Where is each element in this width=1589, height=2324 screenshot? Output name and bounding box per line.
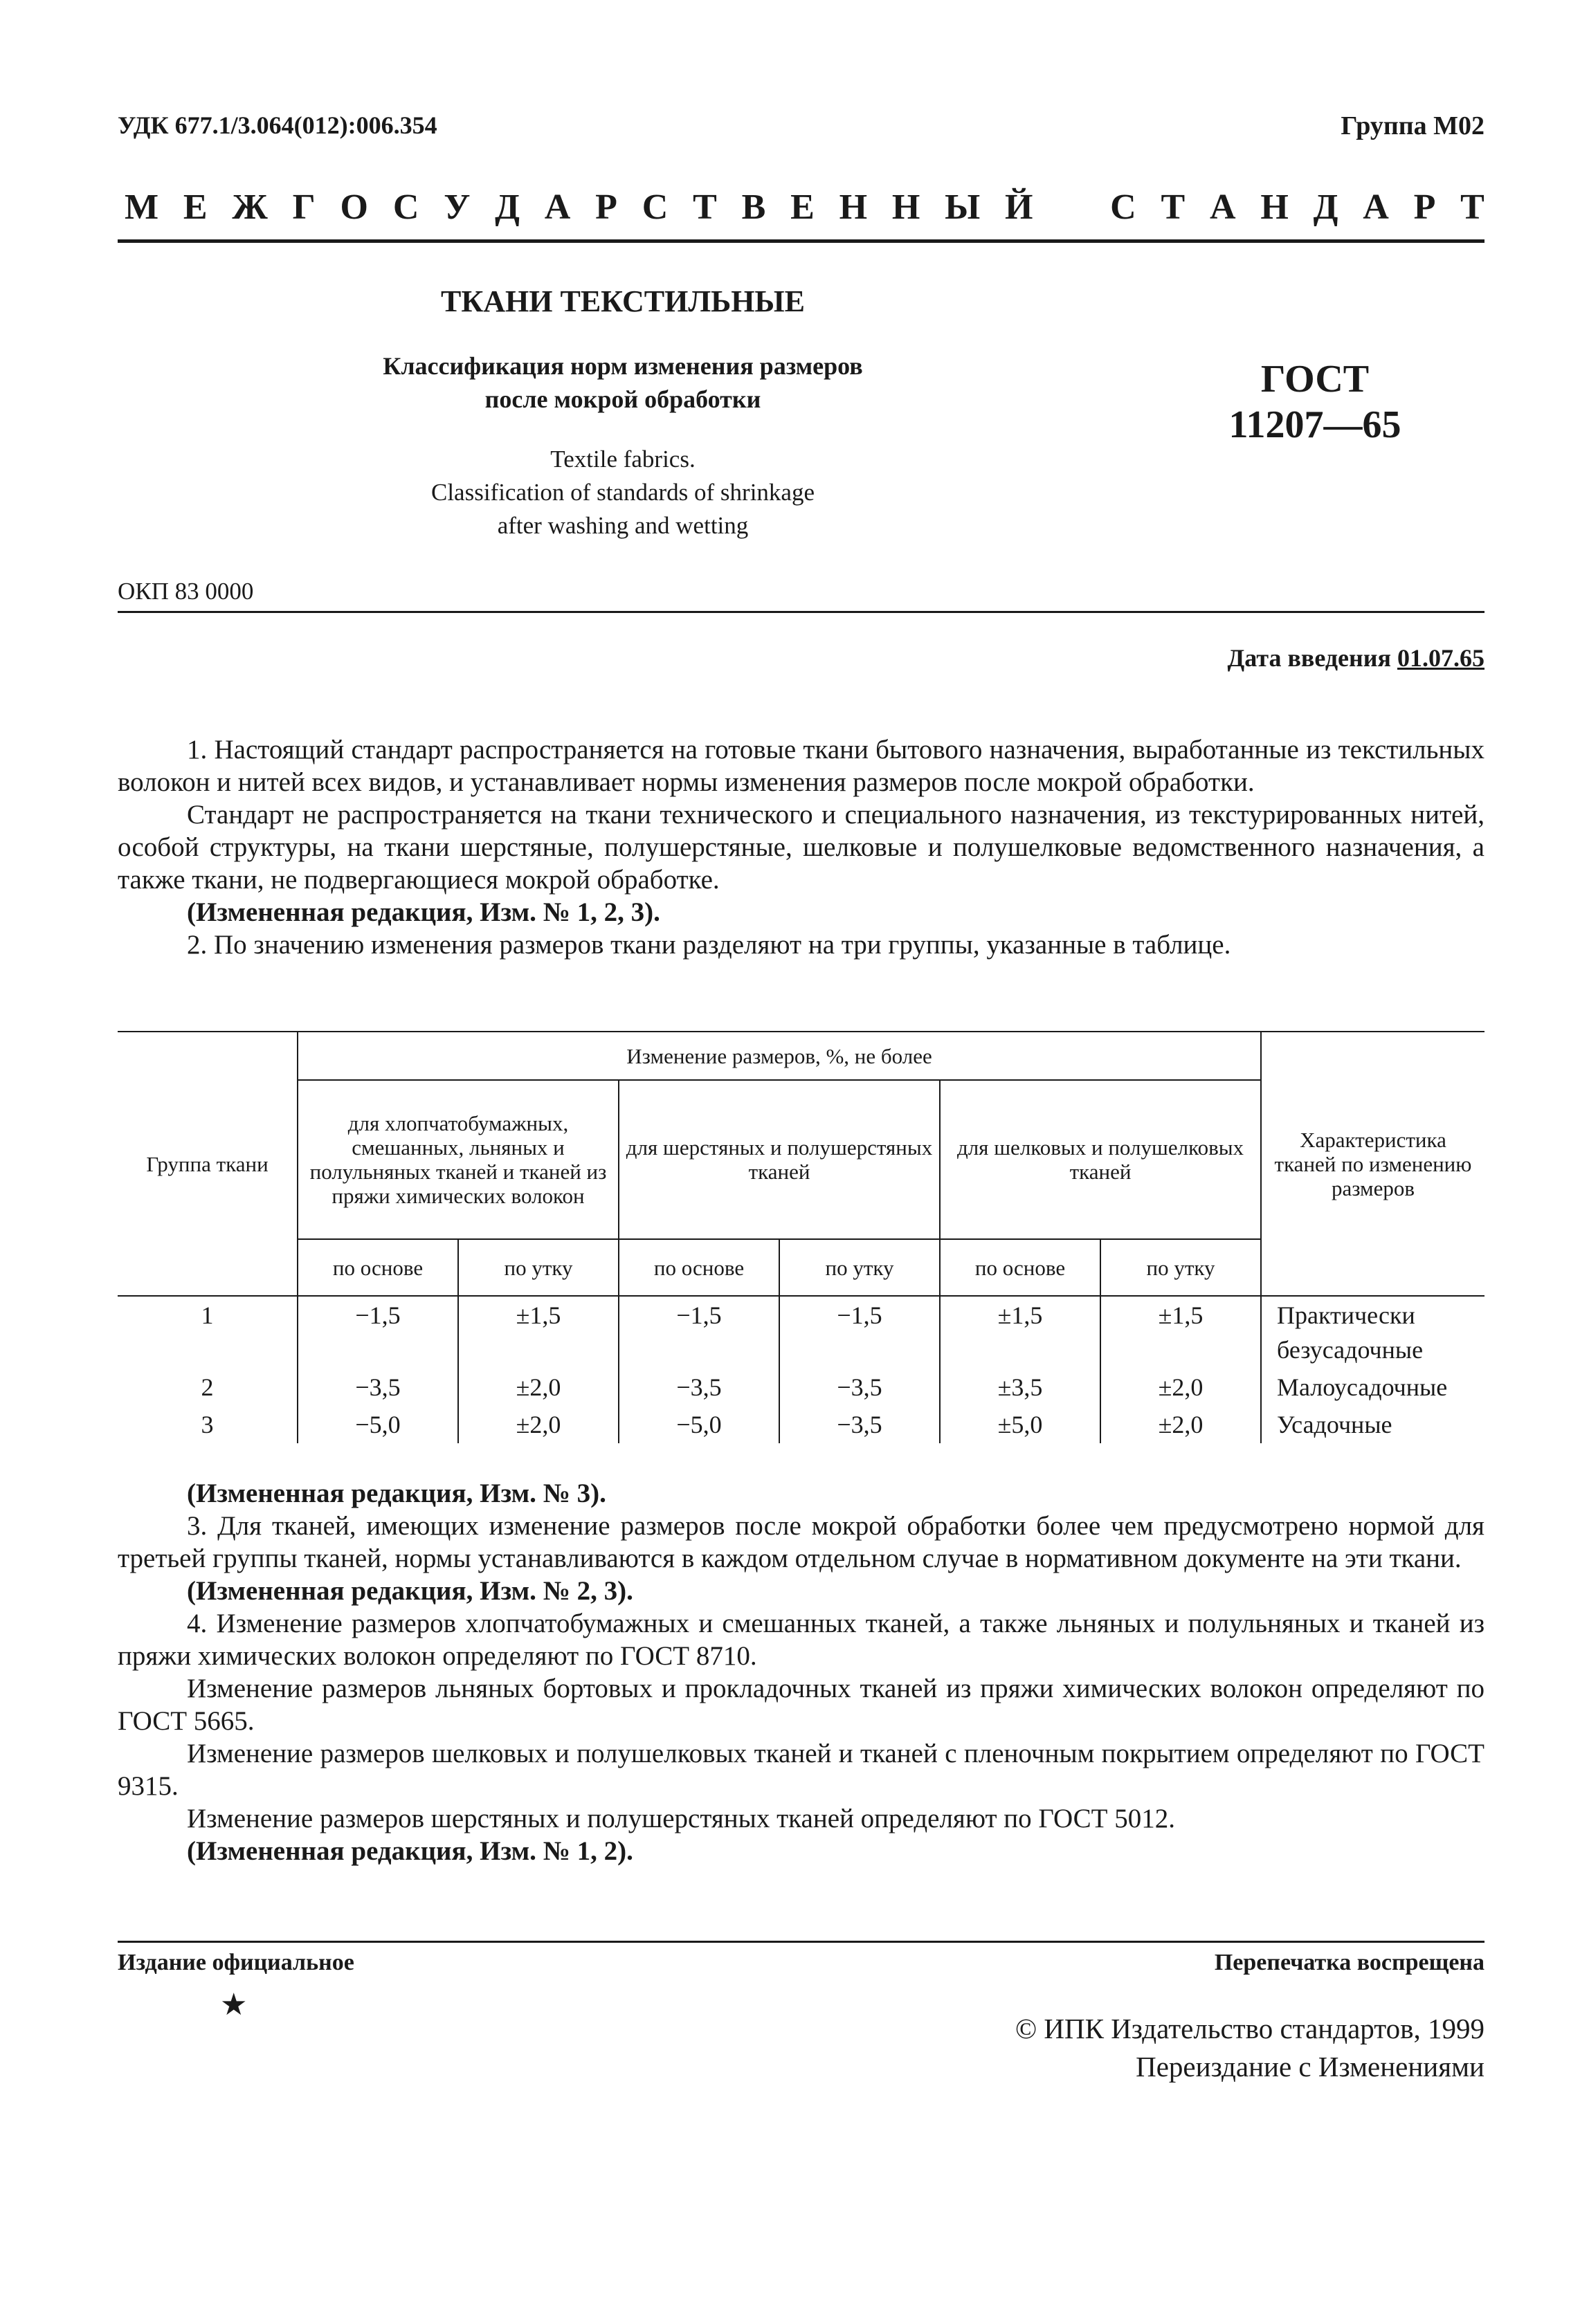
norm-value: ±2,0 <box>1100 1369 1261 1406</box>
heading-letter: О <box>340 187 368 227</box>
heading-letter: Т <box>1161 187 1186 227</box>
heading-letter: Н <box>839 187 868 227</box>
norm-value: −1,5 <box>298 1296 458 1369</box>
norm-value: −3,5 <box>779 1369 940 1406</box>
table-header-silk: для шелковых и полушелковых тканей <box>940 1080 1261 1239</box>
group-characteristic: Малоусадочные <box>1277 1373 1448 1401</box>
table-header-group: Группа ткани <box>118 1032 298 1296</box>
heading-letter: Н <box>891 187 920 227</box>
effective-date-label: Дата введения <box>1227 644 1397 672</box>
official-edition-label: Издание официальное <box>118 1950 354 1975</box>
heading-letter: Г <box>292 187 316 227</box>
heading-letter: Е <box>790 187 815 227</box>
table-header-weft: по утку <box>1100 1239 1261 1296</box>
norm-value: −3,5 <box>298 1369 458 1406</box>
effective-date-value: 01.07.65 <box>1397 644 1484 672</box>
heading-letter: А <box>544 187 571 227</box>
heading-letter: Е <box>183 187 208 227</box>
table-header-warp: по основе <box>940 1239 1100 1296</box>
heading-letter: Т <box>693 187 717 227</box>
paragraph: 1. Настоящий стандарт распространяется на готовые ткани бытового назначения, выработанные из текстильных волокон и нитей всех видов, и устанавливает нормы изменения размеров после мокрой обработки. <box>118 735 1484 797</box>
body-text-bottom <box>118 1477 1484 1867</box>
heading-letter: У <box>444 187 471 227</box>
norm-value: ±2,0 <box>1100 1406 1261 1443</box>
table-header-warp: по основе <box>619 1239 779 1296</box>
effective-date <box>1107 643 1484 673</box>
heading-gap <box>1057 187 1085 228</box>
norm-value: ±1,5 <box>1100 1296 1261 1369</box>
english-title: Textile fabrics. Classification of standards of shrinkage after washing and wetting <box>430 446 815 539</box>
paragraph: 3. Для тканей, имеющих изменение размеров после мокрой обработки более чем предусмотрено нормой для третьей группы тканей, нормы устанавливаются в каждом отдельном случае в нормативном документе на эти ткани. <box>118 1511 1484 1573</box>
heading-letter: В <box>741 187 766 227</box>
paragraph: Изменение размеров льняных бортовых и прокладочных тканей из пряжи химических волокон определяют по ГОСТ 5665. <box>118 1674 1484 1736</box>
star-icon: ★ <box>220 1988 248 2022</box>
norm-value: −5,0 <box>619 1406 779 1443</box>
table-header-warp: по основе <box>298 1239 458 1296</box>
reprint-prohibited-label: Перепечатка воспрещена <box>1214 1950 1484 1975</box>
group-code: Группа М02 <box>1341 111 1484 140</box>
heading-letter: Ж <box>232 187 268 227</box>
footer-rule <box>118 1941 1484 1943</box>
norm-value: ±2,0 <box>458 1406 619 1443</box>
heading-letter: А <box>1209 187 1236 227</box>
document-subtitle: Классификация норм изменения размеров после мокрой обработки <box>383 352 863 413</box>
heading-letter: Д <box>1313 187 1338 227</box>
amendment-note: (Измененная редакция, Изм. № 1, 2). <box>187 1836 633 1866</box>
shrinkage-norms-table <box>118 1031 1484 1443</box>
norm-value: ±5,0 <box>940 1406 1100 1443</box>
paragraph: Изменение размеров шерстяных и полушерстяных тканей определяют по ГОСТ 5012. <box>187 1804 1175 1833</box>
norm-value: ±3,5 <box>940 1369 1100 1406</box>
norm-value: ±2,0 <box>458 1369 619 1406</box>
udk-code: УДК 677.1/3.064(012):006.354 <box>118 111 437 139</box>
standard-type-heading <box>125 187 1484 228</box>
norm-value: ±1,5 <box>458 1296 619 1369</box>
group-number: 3 <box>201 1411 214 1438</box>
paragraph: 2. По значению изменения размеров ткани разделяют на три группы, указанные в таблице. <box>187 930 1231 960</box>
table-header-wool: для шерстяных и полушерстяных тканей <box>619 1080 940 1239</box>
gost-number: ГОСТ 11207—65 <box>1228 358 1401 446</box>
group-number: 2 <box>201 1373 214 1401</box>
norm-value: −1,5 <box>779 1296 940 1369</box>
heading-letter: М <box>125 187 159 227</box>
amendment-note: (Измененная редакция, Изм. № 3). <box>187 1479 606 1508</box>
heading-letter: Н <box>1260 187 1289 227</box>
table-row <box>118 1406 1484 1443</box>
heading-letter: Й <box>1005 187 1033 227</box>
group-number: 1 <box>201 1301 214 1329</box>
table-header-change: Изменение размеров, %, не более <box>298 1032 1261 1080</box>
heading-letter: Т <box>1460 187 1484 227</box>
heading-letter: С <box>392 187 419 227</box>
okp-rule <box>118 611 1484 613</box>
norm-value: −3,5 <box>779 1406 940 1443</box>
amendment-note: (Измененная редакция, Изм. № 2, 3). <box>187 1576 633 1606</box>
heading-letter: С <box>1110 187 1136 227</box>
table-header-cotton: для хлопчатобумажных, смешанных, льняных и полульняных тканей и тканей из пряжи химических волокон <box>298 1080 619 1239</box>
group-characteristic: Усадочные <box>1277 1411 1392 1438</box>
paragraph: Изменение размеров шелковых и полушелковых тканей и тканей с пленочным покрытием определяют по ГОСТ 9315. <box>118 1739 1484 1801</box>
heading-letter: Д <box>495 187 520 227</box>
heading-letter: С <box>642 187 669 227</box>
amendment-note: (Измененная редакция, Изм. № 1, 2, 3). <box>187 897 660 927</box>
table-row <box>118 1369 1484 1406</box>
heading-letter: А <box>1363 187 1389 227</box>
table-row <box>118 1296 1484 1369</box>
okp-code: ОКП 83 0000 <box>118 578 254 605</box>
table-header-characteristic: Характеристика тканей по изменению размеров <box>1261 1032 1484 1296</box>
norm-value: ±1,5 <box>940 1296 1100 1369</box>
table-header-weft: по утку <box>458 1239 619 1296</box>
norm-value: −5,0 <box>298 1406 458 1443</box>
heading-letter: Ы <box>945 187 981 227</box>
copyright-notice: © ИПК Издательство стандартов, 1999 Переиздание с Изменениями <box>1015 2013 1484 2083</box>
heading-rule <box>118 239 1484 243</box>
paragraph: 4. Изменение размеров хлопчатобумажных и смешанных тканей, а также льняных и полульняных и тканей из пряжи химических волокон определяют по ГОСТ 8710. <box>118 1609 1484 1671</box>
body-text-top <box>118 733 1484 961</box>
paragraph: Стандарт не распространяется на ткани технического и специального назначения, из текстурированных нитей, особой структуры, на ткани шерстяные, полушерстяные, шелковые и полушелковые ведомственного назначения, а также ткани, не подвергающиеся мокрой обработке. <box>118 800 1484 895</box>
document-title: ТКАНИ ТЕКСТИЛЬНЫЕ <box>441 284 805 318</box>
norm-value: −1,5 <box>619 1296 779 1369</box>
norm-value: −3,5 <box>619 1369 779 1406</box>
group-characteristic: Практически безусадочные <box>1277 1301 1424 1364</box>
table-header-weft: по утку <box>779 1239 940 1296</box>
heading-letter: Р <box>595 187 617 227</box>
heading-letter: Р <box>1413 187 1436 227</box>
